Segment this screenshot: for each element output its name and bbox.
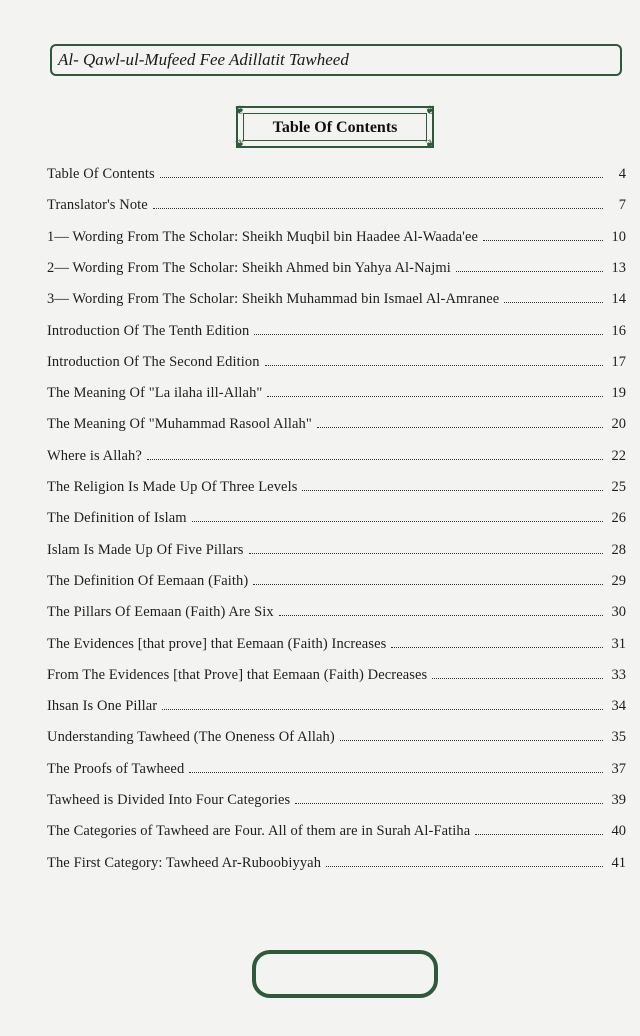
dot-leader — [267, 382, 603, 397]
dot-leader — [160, 163, 603, 178]
dot-leader — [162, 695, 603, 710]
toc-entry-label: Table Of Contents — [47, 166, 155, 182]
toc-entry[interactable] — [47, 413, 626, 435]
toc-entry[interactable] — [47, 852, 626, 874]
toc-entry[interactable] — [47, 445, 626, 467]
toc-entry-page: 34 — [611, 698, 626, 715]
toc-entry-label: Islam Is Made Up Of Five Pillars — [47, 541, 244, 558]
toc-entry-page: 28 — [611, 541, 626, 558]
toc-entry[interactable] — [47, 288, 626, 310]
toc-entry-page: 37 — [611, 760, 626, 777]
toc-entry-label: Where is Allah? — [47, 447, 142, 464]
toc-entry[interactable] — [47, 539, 626, 561]
toc-entry-label: From The Evidences [that Prove] that Eemaan (Faith) Decreases — [47, 666, 428, 683]
page-number-frame — [252, 950, 438, 998]
toc-entry[interactable] — [47, 257, 626, 279]
book-title-header — [50, 44, 622, 76]
toc-entry-page: 39 — [611, 792, 626, 808]
dot-leader — [254, 320, 603, 335]
toc-entry-label: The Pillars Of Eemaan (Faith) Are Six — [47, 604, 274, 621]
toc-entry-label: The Definition of Islam — [47, 510, 187, 527]
toc-entry-label: Translator's Note — [47, 197, 148, 214]
toc-entry-label: The Proofs of Tawheed — [47, 760, 185, 777]
toc-entry[interactable] — [47, 820, 626, 842]
dot-leader — [265, 351, 603, 366]
toc-entry-label: The First Category: Tawheed Ar-Ruboobiyyah — [47, 854, 322, 871]
toc-entry[interactable] — [47, 476, 626, 498]
dot-leader — [504, 288, 603, 303]
toc-entry-page: 7 — [618, 197, 626, 214]
toc-entry[interactable] — [47, 726, 626, 748]
toc-entry-page: 16 — [611, 322, 626, 339]
toc-entry[interactable] — [47, 758, 626, 780]
toc-entry-page: 33 — [611, 666, 626, 683]
dot-leader — [326, 852, 603, 867]
toc-entry-label: The Meaning Of "Muhammad Rasool Allah" — [47, 416, 312, 433]
dot-leader — [475, 820, 603, 835]
dot-leader — [302, 476, 603, 491]
toc-entry[interactable] — [47, 664, 626, 686]
toc-entry[interactable] — [47, 601, 626, 623]
dot-leader — [317, 413, 603, 428]
toc-entry-page: 35 — [611, 729, 626, 746]
dot-leader — [189, 758, 603, 773]
toc-entry-page: 31 — [611, 635, 626, 652]
dot-leader — [456, 257, 603, 272]
toc-entry-page: 26 — [611, 510, 626, 527]
ornament-icon: ❦ — [234, 137, 246, 151]
toc-entry-label: The Evidences [that prove] that Eemaan (Faith) Increases — [47, 635, 387, 652]
toc-entry-label: Introduction Of The Second Edition — [47, 353, 260, 370]
toc-entry[interactable] — [47, 194, 626, 216]
dot-leader — [249, 539, 603, 554]
toc-entry[interactable] — [47, 570, 626, 592]
dot-leader — [192, 507, 603, 522]
toc-entry-page: 22 — [611, 447, 626, 464]
toc-entry-page: 20 — [611, 416, 626, 433]
toc-entry-page: 4 — [618, 166, 626, 182]
toc-entry[interactable] — [47, 320, 626, 342]
toc-entry-label: The Categories of Tawheed are Four. All of them are in Surah Al-Fatiha — [47, 823, 471, 840]
toc-entry-page: 14 — [611, 291, 626, 308]
dot-leader — [253, 570, 603, 585]
dot-leader — [295, 789, 603, 804]
toc-heading-frame — [234, 103, 436, 151]
toc-entry-page: 41 — [611, 854, 626, 871]
toc-entry[interactable] — [47, 789, 626, 811]
ornament-icon: ❦ — [234, 103, 246, 117]
toc-entry[interactable] — [47, 507, 626, 529]
toc-entry-page: 17 — [611, 353, 626, 370]
toc-entry[interactable] — [47, 633, 626, 655]
dot-leader — [432, 664, 603, 679]
toc-entry[interactable] — [47, 695, 626, 717]
toc-entry-label: 1— Wording From The Scholar: Sheikh Muqbil bin Haadee Al-Waada'ee — [47, 228, 479, 245]
dot-leader — [391, 633, 603, 648]
toc-entry-page: 30 — [611, 604, 626, 621]
toc-heading: Table Of Contents — [243, 113, 427, 141]
toc-entry[interactable] — [47, 351, 626, 373]
ornament-icon: ❦ — [424, 137, 436, 151]
toc-entry[interactable] — [47, 226, 626, 248]
toc-entry-page: 19 — [611, 385, 626, 402]
toc-entry[interactable] — [47, 163, 626, 185]
toc-entry-page: 25 — [611, 479, 626, 495]
toc-entry-label: The Definition Of Eemaan (Faith) — [47, 572, 249, 589]
toc-entry-label: 2— Wording From The Scholar: Sheikh Ahmed bin Yahya Al-Najmi — [47, 259, 451, 276]
dot-leader — [483, 226, 603, 241]
dot-leader — [147, 445, 603, 460]
dot-leader — [153, 194, 603, 209]
toc-entry-label: Introduction Of The Tenth Edition — [47, 322, 250, 339]
ornament-icon: ❦ — [424, 103, 436, 117]
toc-entry-label: The Meaning Of "La ilaha ill-Allah" — [47, 385, 263, 402]
toc-entry-label: Tawheed is Divided Into Four Categories — [47, 792, 291, 808]
toc-entry-page: 29 — [611, 572, 626, 589]
toc-entry-label: The Religion Is Made Up Of Three Levels — [47, 479, 298, 495]
dot-leader — [340, 726, 603, 741]
toc-entry-page: 40 — [611, 823, 626, 840]
toc-entry[interactable] — [47, 382, 626, 404]
toc-entry-page: 13 — [611, 259, 626, 276]
toc-entry-label: 3— Wording From The Scholar: Sheikh Muhammad bin Ismael Al-Amranee — [47, 291, 500, 308]
toc-entry-label: Ihsan Is One Pillar — [47, 698, 158, 715]
dot-leader — [279, 601, 603, 616]
toc-entry-label: Understanding Tawheed (The Oneness Of Allah) — [47, 729, 335, 746]
toc-entry-page: 10 — [611, 228, 626, 245]
book-title: Al- Qawl-ul-Mufeed Fee Adillatit Tawheed — [58, 50, 349, 69]
